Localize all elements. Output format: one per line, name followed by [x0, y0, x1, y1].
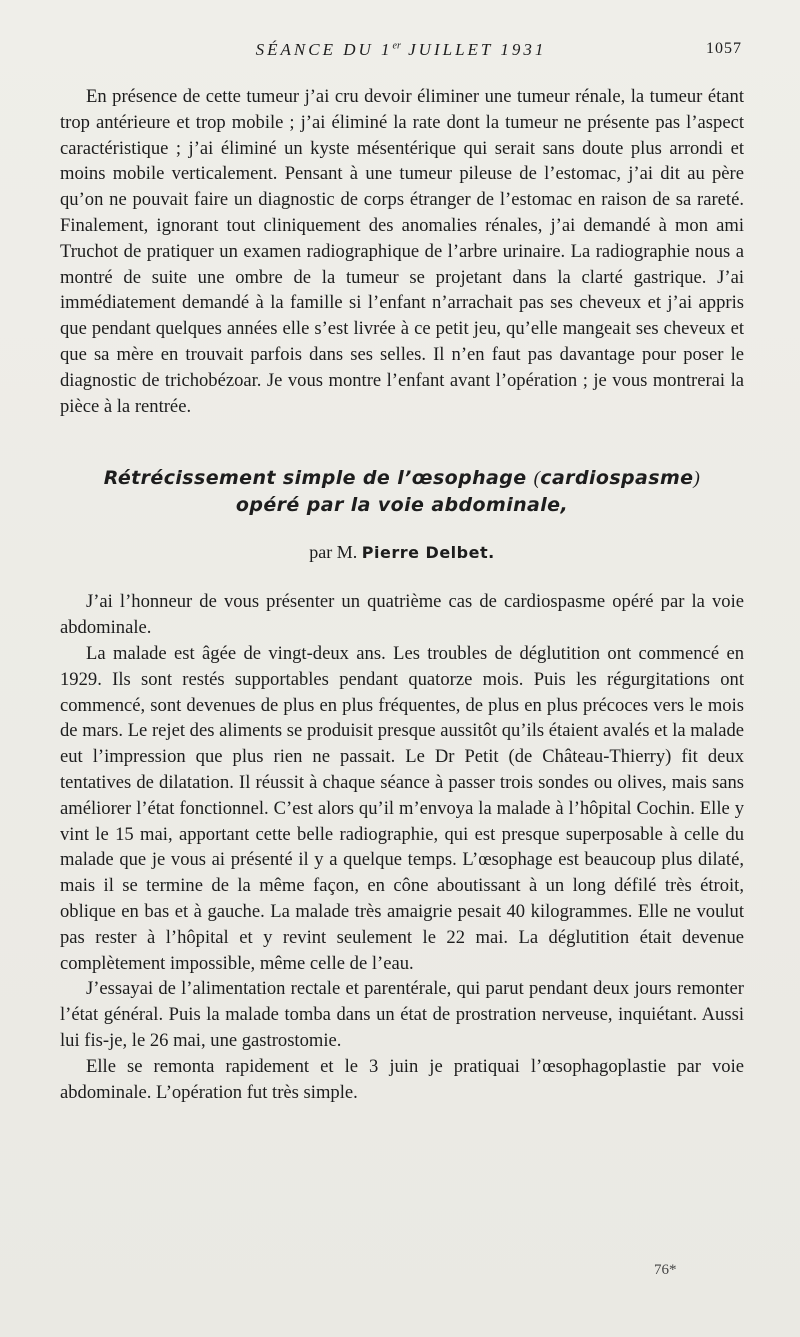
- paragraph: J’essayai de l’alimentation rectale et parentérale, qui parut pendant deux jours remonter l’état général. Puis la malade tomba dans un état de prostration nerveuse, inquiétant. Aussi lui fis-je, le 26 mai, une gastrostomie.: [60, 978, 744, 1051]
- paren-open: (: [533, 468, 541, 490]
- paragraph: La malade est âgée de vingt-deux ans. Les troubles de déglutition ont commencé en 1929. Ils sont restés supportables pendant quatorze mois. Puis les régurgitations ont commencé, sont devenues de plus en plus fréquentes, de plus en plus précoces vers le mois de mars. Le rejet des aliments se produisit presque aussitôt qu’ils étaient avalés et la malade eut l’impression que plus rien ne passait. Le Dr Petit (de Château-Thierry) fit deux tentatives de dilatation. Il réussit à chaque séance à passer trois sondes ou olives, mais sans améliorer l’état fonctionnel. C’est alors qu’il m’envoya la malade à l’hôpital Cochin. Elle y vint le 15 mai, apportant cette belle radiographie, qui est presque superposable à celle du malade que je vous ai présenté il y a quelque temps. L’œsophage est beaucoup plus dilaté, mais il se termine de la même façon, en cône aboutissant à un long défilé très étroit, oblique en bas et à gauche. La malade très amaigrie pesait 40 kilogrammes. Elle ne voulut pas rester à l’hôpital et y revint seulement le 22 mai. La déglutition était devenue complètement impossible, même celle de l’eau.: [60, 642, 744, 974]
- running-head-title-text: SÉANCE DU 1: [255, 40, 393, 59]
- paragraph: J’ai l’honneur de vous présenter un quatrième cas de cardiospasme opéré par la voie abdominale.: [60, 591, 744, 639]
- running-head-title: [60, 40, 742, 60]
- running-head: [60, 40, 742, 64]
- page-content: [60, 84, 744, 1105]
- paragraph: En présence de cette tumeur j’ai cru devoir éliminer une tumeur rénale, la tumeur étant trop antérieure et trop mobile ; j’ai éliminé la rate dont la tumeur ne présente pas l’aspect caractéristique ; j’ai éliminé un kyste mésentérique qui serait sans doute plus arrondi et moins mobile verticalement. Pensant à une tumeur pileuse de l’estomac, j’ai dit au père qu’on ne pouvait faire un diagnostic de corps étranger de l’estomac en raison de sa rareté. Finalement, ignorant tout cliniquement des anomalies rénales, j’ai demandé à mon ami Truchot de pratiquer un examen radiographique de l’arbre urinaire. La radiographie nous a montré de suite une ombre de la tumeur se projetant dans la clarté gastrique. J’ai immédiatement demandé à la famille si l’enfant n’arrachait pas ses cheveux et j’ai appris que pendant quelques années elle s’est livrée à ce petit jeu, qu’elle mangeait ses cheveux et que sa mère en trouvait parfois dans ses selles. Il n’en faut pas davantage pour poser le diagnostic de trichobézoar. Je vous montre l’enfant avant l’opération ; je vous montrerai la pièce à la rentrée.: [60, 86, 744, 417]
- paren-close: ): [693, 468, 701, 490]
- author-line: [60, 540, 744, 565]
- paragraph: Elle se remonta rapidement et le 3 juin je pratiquai l’œsophagoplastie par voie abdominale. L’opération fut très simple.: [60, 1055, 744, 1103]
- running-head-title-date: JUILLET 1931: [400, 40, 547, 59]
- section-heading: [60, 465, 744, 518]
- author-prefix: par M.: [309, 542, 362, 563]
- signature-mark: 76*: [654, 1262, 677, 1278]
- author-name: Pierre Delbet.: [361, 543, 495, 563]
- section-heading-paren-content: cardiospasme: [540, 467, 694, 490]
- page-number: 1057: [706, 40, 742, 57]
- section-heading-line-2: opéré par la voie abdominale,: [235, 494, 569, 517]
- section-heading-main: Rétrécissement simple de l’œsophage: [103, 467, 534, 490]
- section-heading-line-1: [60, 465, 744, 492]
- running-head-title-superscript: er: [392, 40, 401, 52]
